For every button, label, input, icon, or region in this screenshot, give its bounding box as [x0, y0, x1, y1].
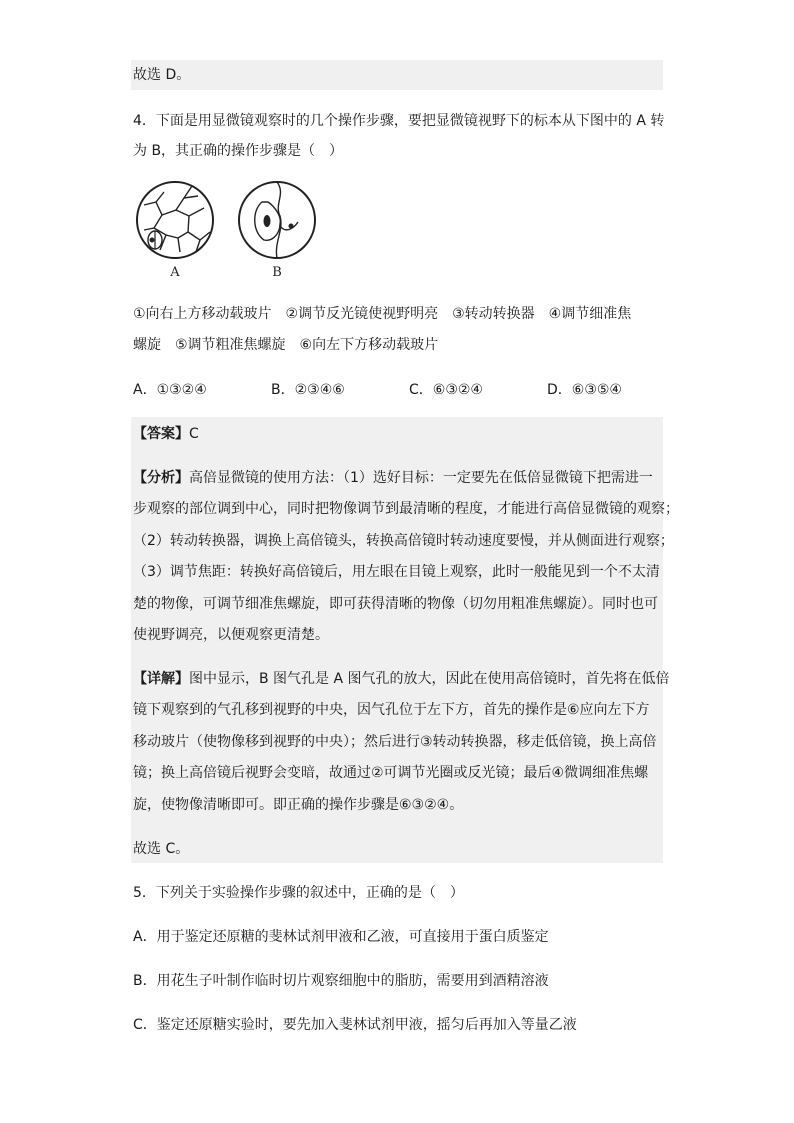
q4-option-d: D．⑥③⑤④ [547, 382, 622, 398]
q4-steps-line2: 螺旋 ⑤调节粗准焦螺旋 ⑥向左下方移动载玻片 [133, 337, 439, 353]
q4-analysis-line-4: 楚的物像，可调节细准焦螺旋，即可获得清晰的物像（切勿用粗准焦螺旋）。同时也可 [133, 596, 658, 612]
analysis-tag: 【分析】 [133, 470, 189, 486]
prev-conclusion-block [131, 60, 663, 90]
q5-option-c: C．鉴定还原糖实验时，要先加入斐林试剂甲液，摇匀后再加入等量乙液 [133, 1017, 577, 1033]
q4-detail-line-4: 旋，使物像清晰即可。即正确的操作步骤是⑥③②④。 [133, 797, 464, 813]
analysis-text-0: 高倍显微镜的使用方法：（1）选好目标：一定要先在低倍显微镜下把需进一 [189, 470, 653, 486]
prev-conclusion: 故选 D。 [133, 67, 191, 83]
q4-detail-line-1: 镜下观察到的气孔移到视野的中央，因气孔位于左下方，首先的操作是⑥应向左下方 [133, 702, 650, 718]
q4-analysis-line-5: 使视野调亮，以便观察更清楚。 [133, 627, 329, 643]
q5-stem: 5．下列关于实验操作步骤的叙述中，正确的是（ ） [133, 885, 464, 901]
q4-detail-line-3: 镜；换上高倍镜后视野会变暗，故通过②可调节光圈或反光镜；最后④微调细准焦螺 [133, 765, 649, 781]
figure-a-field [137, 182, 213, 258]
q5-option-a: A．用于鉴定还原糖的斐林试剂甲液和乙液，可直接用于蛋白质鉴定 [133, 929, 549, 945]
q4-analysis-line-1: 步观察的部位调到中心，同时把物像调节到最清晰的程度，才能进行高倍显微镜的观察； [133, 501, 679, 517]
q4-stem-line2: 为 B，其正确的操作步骤是（ ） [133, 143, 344, 159]
q5-option-b: B．用花生子叶制作临时切片观察细胞中的脂肪，需要用到酒精溶液 [133, 973, 549, 989]
answer-tag: 【答案】 [133, 426, 189, 442]
figure-label-b: B [272, 265, 282, 280]
q4-stem-line1: 4．下面是用显微镜观察时的几个操作步骤，要把显微镜视野下的标本从下图中的 A 转 [133, 113, 665, 129]
q4-detail-line-0 [133, 668, 670, 690]
q4-conclusion: 故选 C。 [133, 841, 190, 857]
q4-analysis-line-3: （3）调节焦距：转换好高倍镜后，用左眼在目镜上观察，此时一般能见到一个不太清 [133, 564, 660, 580]
q4-detail-line-2: 移动玻片（使物像移到视野的中央）；然后进行③转动转换器，移走低倍镜，换上高倍 [133, 734, 657, 750]
microscope-figure [134, 180, 334, 285]
figure-b-field [239, 182, 315, 258]
figure-label-a: A [170, 265, 180, 280]
answer-value: C [189, 426, 199, 442]
detail-text-0: 图中显示，B 图气孔是 A 图气孔的放大，因此在使用高倍镜时，首先将在低倍 [189, 671, 670, 687]
q4-analysis-line-0 [133, 467, 653, 489]
q4-answer-line [133, 423, 199, 445]
q4-option-b: B．②③④⑥ [271, 382, 345, 398]
q4-option-a: A．①③②④ [133, 382, 207, 398]
q4-steps-line1: ①向右上方移动载玻片 ②调节反光镜使视野明亮 ③转动转换器 ④调节细准焦 [133, 306, 632, 322]
q4-analysis-line-2: （2）转动转换器，调换上高倍镜头，转换高倍镜时转动速度要慢，并从侧面进行观察； [133, 533, 674, 549]
q4-option-c: C．⑥③②④ [409, 382, 483, 398]
detail-tag: 【详解】 [133, 671, 189, 687]
